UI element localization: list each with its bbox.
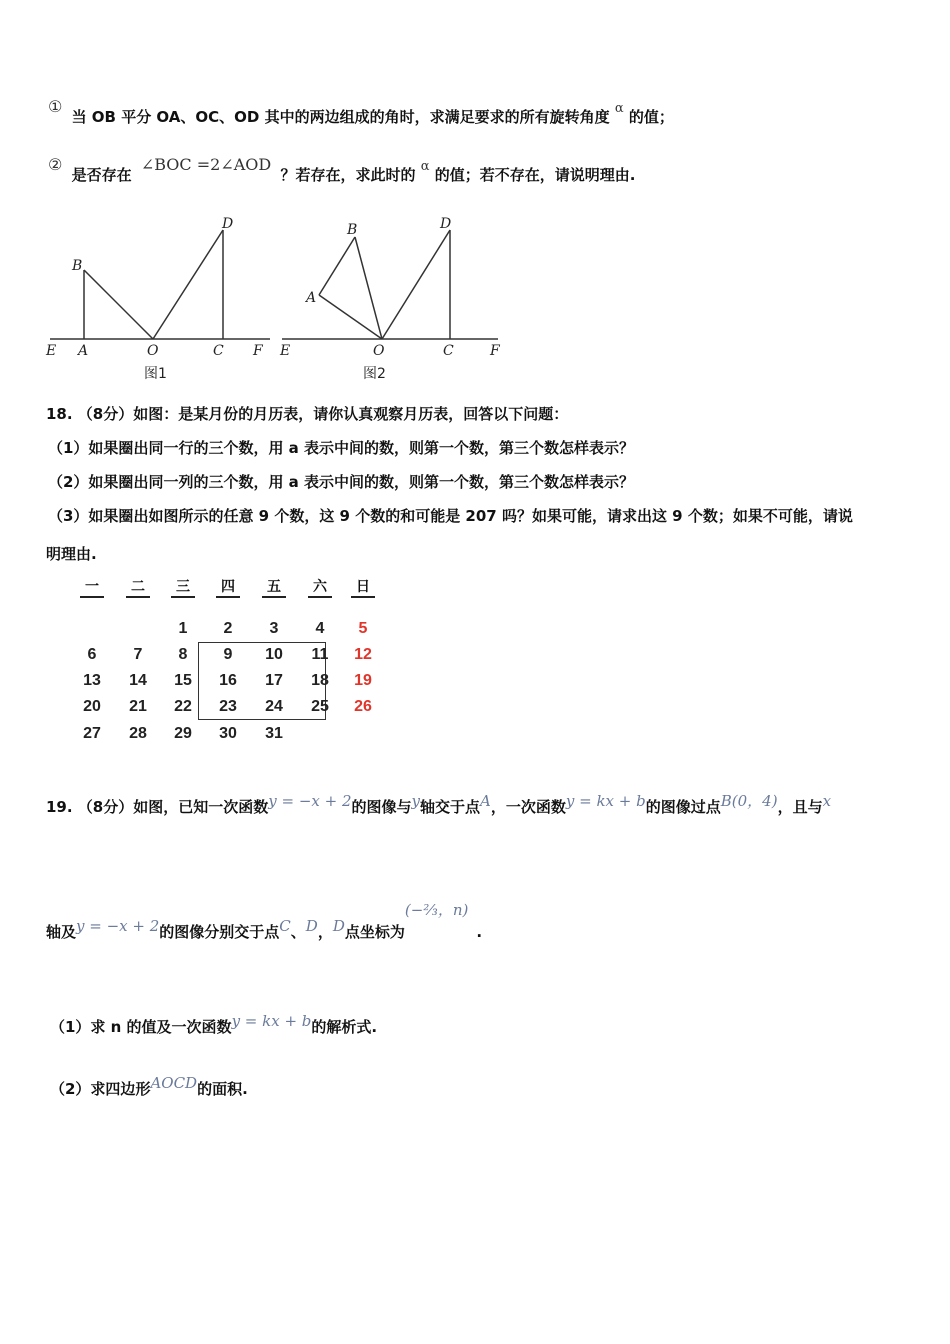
figure-1 <box>45 216 270 382</box>
calendar-day: 28 <box>129 725 147 742</box>
fig1-label-d: D <box>222 216 234 232</box>
q19-text: . <box>476 923 483 941</box>
q19-text: ，一次函数 <box>490 798 566 816</box>
calendar-day: 24 <box>265 698 283 715</box>
calendar-day: 23 <box>219 698 237 715</box>
calendar-day: 27 <box>83 725 101 742</box>
month-calendar <box>60 578 372 748</box>
calendar-day: 7 <box>133 646 143 663</box>
circled-one-mark: ① <box>48 97 63 116</box>
fig2-label-c: C <box>443 343 454 359</box>
figure-2 <box>279 216 501 382</box>
calendar-day: 29 <box>174 725 192 742</box>
formula-y: y <box>411 792 420 810</box>
formula-point-b: B(0，4) <box>720 792 778 810</box>
fig1-label-c: C <box>213 343 224 359</box>
calendar-day: 30 <box>219 725 237 742</box>
calendar-day: 12 <box>354 646 372 663</box>
fig1-caption: 图1 <box>144 366 167 382</box>
q19-text: 的图像分别交于点 <box>159 923 280 941</box>
q19-text: 的图像过点 <box>645 798 721 816</box>
q19-line2 <box>46 901 483 942</box>
calendar-weekday-header: 日 <box>351 578 375 598</box>
q19-text: 的面积. <box>197 1080 248 1098</box>
calendar-day: 18 <box>311 672 329 689</box>
calendar-weekday-header: 六 <box>308 578 332 598</box>
formula-point-a: A <box>480 792 491 810</box>
formula-point-d: D <box>332 917 345 935</box>
q19-text: 点坐标为 <box>344 923 405 941</box>
calendar-weekday-header: 四 <box>216 578 240 598</box>
calendar-day: 15 <box>174 672 192 689</box>
calendar-day: 16 <box>219 672 237 689</box>
formula-coordinate-d: (−⅔，n) <box>404 901 469 919</box>
calendar-day: 3 <box>269 620 279 637</box>
q19-text: 的图像与 <box>351 798 412 816</box>
formula-y-kx-plus-b: y = kx + b <box>565 792 646 810</box>
calendar-day: 31 <box>265 725 283 742</box>
calendar-day: 13 <box>83 672 101 689</box>
fig2-label-e: E <box>280 343 291 359</box>
geometry-figures <box>40 210 520 385</box>
calendar-day: 4 <box>315 620 325 637</box>
formula-y-neg-x-plus-2: y = −x + 2 <box>268 792 352 810</box>
calendar-day: 9 <box>223 646 233 663</box>
calendar-day: 21 <box>129 698 147 715</box>
segment-od <box>382 230 450 339</box>
q19-text: 19. （8分）如图，已知一次函数 <box>46 798 269 816</box>
q19-line1 <box>46 792 832 817</box>
calendar-day: 22 <box>174 698 192 715</box>
q18-sub2: （2）如果圈出同一列的三个数，用 a 表示中间的数，则第一个数，第三个数怎样表示？ <box>48 473 635 491</box>
calendar-day: 26 <box>354 698 372 715</box>
calendar-day: 10 <box>265 646 283 663</box>
formula-y-kx-plus-b: y = kx + b <box>231 1012 312 1030</box>
calendar-day: 19 <box>354 672 372 689</box>
fig1-label-o: O <box>147 343 159 359</box>
calendar-day: 20 <box>83 698 101 715</box>
fig1-label-b: B <box>72 258 83 274</box>
calendar-day: 11 <box>311 646 329 663</box>
q17-part1-text-b: 的值； <box>628 108 674 126</box>
formula-x: x <box>822 792 832 810</box>
q18-sub1: （1）如果圈出同一行的三个数，用 a 表示中间的数，则第一个数，第三个数怎样表示？ <box>48 439 635 457</box>
fig1-label-e: E <box>46 343 57 359</box>
calendar-weekday-header: 一 <box>80 578 104 598</box>
q17-part1 <box>48 97 674 127</box>
fig2-label-o: O <box>373 343 385 359</box>
q17-part2-text-b: ？若存在，求此时的 <box>280 166 416 184</box>
angle-formula: ∠BOC =2∠AOD <box>140 155 272 174</box>
q17-part2-text-c: 的值；若不存在，请说明理由. <box>434 166 636 184</box>
fig2-label-b: B <box>347 222 358 238</box>
q19-text: （2）求四边形 <box>50 1080 151 1098</box>
q18-title: 18. （8分）如图：是某月份的月历表，请你认真观察月历表，回答以下问题： <box>46 405 569 423</box>
calendar-weekday-header: 五 <box>262 578 286 598</box>
segment-od <box>153 230 223 339</box>
q17-part2 <box>48 155 636 185</box>
fig2-label-f: F <box>490 343 500 359</box>
q19-text: ，且与 <box>777 798 823 816</box>
alpha-symbol: α <box>420 159 430 174</box>
formula-point-d: D <box>305 917 318 935</box>
fig2-label-d: D <box>440 216 452 232</box>
q19-text: 轴交于点 <box>420 798 481 816</box>
fig1-label-a: A <box>78 343 89 359</box>
formula-point-c: C <box>279 917 291 935</box>
calendar-day: 8 <box>178 646 188 663</box>
segment-bo <box>84 270 153 339</box>
calendar-weekday-header: 二 <box>126 578 150 598</box>
calendar-day: 6 <box>87 646 97 663</box>
calendar-day: 2 <box>223 620 233 637</box>
q17-part2-text-a: 是否存在 <box>71 166 132 184</box>
formula-aocd: AOCD <box>150 1074 198 1092</box>
q18-sub3-line2: 明理由. <box>46 545 97 563</box>
calendar-day: 14 <box>129 672 147 689</box>
q18-sub3-line1: （3）如果圈出如图所示的任意 9 个数，这 9 个数的和可能是 207 吗？如果可能，请求出这 9 个数；如果不可能，请说 <box>48 507 853 525</box>
q19-text: （1）求 n 的值及一次函数 <box>50 1018 232 1036</box>
formula-y-neg-x-plus-2: y = −x + 2 <box>76 917 160 935</box>
calendar-day: 17 <box>265 672 283 689</box>
calendar-day: 5 <box>358 620 368 637</box>
q19-text: 的解析式. <box>311 1018 378 1036</box>
q17-part1-text-a: 当 OB 平分 OA、OC、OD 其中的两边组成的角时，求满足要求的所有旋转角度 <box>71 108 610 126</box>
q19-text: 轴及 <box>46 923 77 941</box>
q19-sub2 <box>50 1074 248 1099</box>
segment-ba <box>319 237 355 295</box>
fig2-caption: 图2 <box>363 366 386 382</box>
calendar-day: 1 <box>178 620 188 637</box>
circled-two-mark: ② <box>48 155 63 174</box>
calendar-weekday-header: 三 <box>171 578 195 598</box>
q19-sub1 <box>50 1012 378 1037</box>
fig1-label-f: F <box>253 343 263 359</box>
q19-text: ， <box>317 923 333 941</box>
fig2-label-a: A <box>306 290 317 306</box>
calendar-day: 25 <box>311 698 329 715</box>
q19-text: 、 <box>290 923 306 941</box>
alpha-symbol: α <box>614 101 624 116</box>
